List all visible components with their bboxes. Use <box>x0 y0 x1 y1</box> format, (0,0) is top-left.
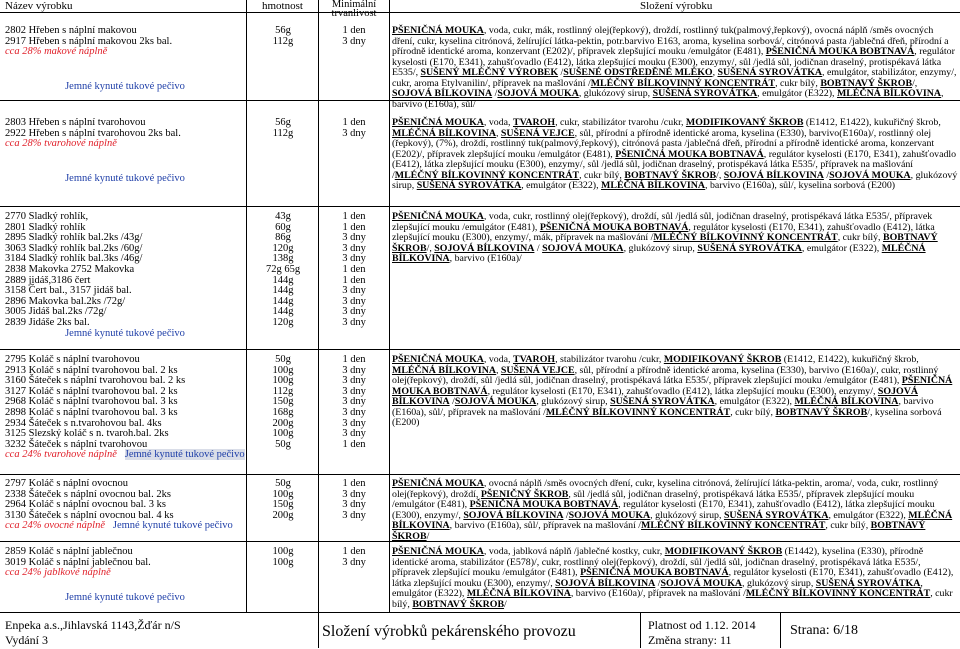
weight-value: 138g <box>272 253 294 265</box>
duration-value: 1 den <box>342 25 366 36</box>
weight-value: 50g <box>275 354 291 365</box>
composition-group-0 <box>392 26 958 110</box>
product-name: 2889 jidáš,3186 čert <box>5 274 91 286</box>
pastry-type: Jemné kynuté tukové pečivo <box>65 327 185 339</box>
weight-value: 100g <box>272 364 294 376</box>
duration-value: 3 dny <box>342 253 366 265</box>
weights-group-2 <box>248 212 318 329</box>
composition-text: PŠENIČNÁ MOUKA, voda, jablková náplň /jablečné kostky, cukr, MODIFIKOVANÝ ŠKROB (E1442), kyselina (E330), přírodně identické aroma, stabilizátor (E578)/, cukr, rostlinný olej(řepkový), droždí, sůl /jedlá sůl, jodičnan draselný, protispékavá látka E535/, přípravek zlepšující mouku /emulgátor (E481), PŠENIČNÁ MOUKA BOBTNAVÁ, regulátor kyselosti (E170, E341), zahušťovadlo (E412), látka zlepšující mouku (E300), enzymy/, SOJOVÁ BÍLKOVINA /SOJOVÁ MOUKA, glukózový sirup, SUŠENÁ SYROVÁTKA, emulgátor (E322), MLÉČNÁ BÍLKOVINA, barvivo (E160a)/, přípravek na mašlování /MLÉČNÝ BÍLKOVINNÝ KONCENTRÁT, cukr bílý, BOBTNAVÝ ŠKROB/ <box>392 546 954 610</box>
composition-group-4 <box>392 479 958 542</box>
pastry-type: Jemné kynuté tukové pečivo <box>112 520 233 532</box>
weight-value: 100g <box>272 375 294 387</box>
weight-value: 144g <box>272 274 294 286</box>
footer-valid-from: Platnost od 1.12. 2014 <box>648 618 756 632</box>
product-name: 3232 Šáteček s náplní tvarohovou <box>5 438 148 450</box>
weight-value: 150g <box>272 396 294 408</box>
product-name: 2922 Hřeben s náplní tvarohovou 2ks bal. <box>5 127 181 139</box>
product-name: 3127 Koláč s náplní tvarohovou bal. 2 ks <box>5 385 178 397</box>
filling-note: cca 24% ovocné náplně <box>5 520 106 532</box>
product-name: 2802 Hřeben s náplní makovou <box>5 25 137 36</box>
duration-value: 1 den <box>342 546 366 557</box>
pastry-type: Jemné kynuté tukové pečivo <box>65 80 185 92</box>
weight-value: 56g <box>275 117 291 128</box>
pastry-type: Jemné kynuté tukové pečivo <box>65 591 185 603</box>
composition-text: PŠENIČNÁ MOUKA, voda, TVAROH, cukr, stabilizátor tvarohu /cukr, MODIFIKOVANÝ ŠKROB (E1412, E1422), kukuřičný škrob, MLÉČNÁ BÍLKOVINA, SUŠENÁ VEJCE, sůl, přírodní a přírodně identické aroma, kyselina (E330), barvivo(E160a)/, rostlinný olej (řepkový), (7%), droždí, rostlinný tuk(palmový,řepkový), citrónová pasta /jablečná dřeň, přírodní a přírodně identické aroma, konzervant (E202)/, přípravek zlepšující mouku /emulgátor (E481), PŠENIČNÁ MOUKA BOBTNAVÁ, regulátor kyselosti (E170, E341), zahušťovadlo (E412), látka zlepšující mouku (E300), enzymy/, sůl /jedlá sůl, jodičnan draselný, protispékavá látka E535/, přípravek na mašlování /MLÉČNÝ BÍLKOVINNÝ KONCENTRÁT, cukr bílý, BOBTNAVÝ ŠKROB/, SOJOVÁ BÍLKOVINA /SOJOVÁ MOUKA, glukózový sirup, SUŠENÁ SYROVÁTKA, emulgátor (E322), MLÉČNÁ BÍLKOVINA, barvivo (E160a), sůl/, kyselina sorbová (E200) <box>392 117 958 191</box>
pastry-type: Jemné kynuté tukové pečivo <box>65 172 185 184</box>
product-group-4 <box>5 479 245 532</box>
product-name: 2795 Koláč s náplní tvarohovou <box>5 354 140 365</box>
weight-value: 56g <box>275 25 291 36</box>
composition-text: PŠENIČNÁ MOUKA, voda, TVAROH, stabilizátor tvarohu /cukr, MODIFIKOVANÝ ŠKROB (E1412, E1422), kukuřičný škrob, MLÉČNÁ BÍLKOVINA, SUŠENÁ VEJCE, sůl, přírodní a přírodně identické aroma, kyselina (E330), barvivo (E160a)/, cukr, rostlinný olej(řepkový), droždí, sůl /jedlá sůl, jodičnan draselný, protispékavá látka E535/, přípravek zlepšující mouku /emulgátor (E481), PŠENIČNÁ MOUKA BOBTNAVÁ, regulátor kyselosti (E170, E341), zahušťovadlo (E412), látka zlepšující mouku (E300), enzymy/, SOJOVÁ BÍLKOVINA /SOJOVÁ MOUKA, glukózový sirup, SUŠENÁ SYROVÁTKA, emulgátor (E322), MLÉČNÁ BÍLKOVINA, barvivo (E160a), sůl/, přípravek na mašlování /MLÉČNÝ BÍLKOVINNÝ KONCENTRÁT, cukr bílý, BOBTNAVÝ ŠKROB/, kyselina sorbová (E200) <box>392 354 953 428</box>
weight-value: 168g <box>272 406 294 418</box>
composition-group-1 <box>392 118 958 192</box>
row-divider <box>0 349 960 350</box>
durations-group-0 <box>320 26 388 47</box>
filling-note: cca 28% makové náplně <box>5 46 108 58</box>
footer-title: Složení výrobků pekárenského provozu <box>322 623 576 640</box>
footer-issue: Vydání 3 <box>5 633 48 647</box>
duration-value: 3 dny <box>342 417 366 429</box>
durations-group-5 <box>320 547 388 568</box>
filling-note: cca 24% jablkové náplně <box>5 567 111 579</box>
composition-group-5 <box>392 547 958 610</box>
weight-value: 60g <box>275 221 291 233</box>
footer-divider <box>780 612 781 648</box>
weight-value: 144g <box>272 295 294 307</box>
duration-value: 1 den <box>342 211 366 222</box>
product-name: 3130 Šáteček s náplní ovocnou bal. 4 ks <box>5 509 174 521</box>
composition-text: PŠENIČNÁ MOUKA, voda, cukr, mák, rostlinný olej(řepkový), droždí, rostlinný tuk(palmový,řepkový), ovocná náplň /směs ovocných dření, cukr, kyselina citrónová, želírující látka-pektin, potr.barvivo E163, aroma, kyselina sorbová/, citrónová pasta /jablečná dřeň, přírodní a přírodně identické aroma, konzervant (E202)/, přípravek zlepšující mouku /emulgátor (E481), PŠENIČNÁ MOUKA BOBTNAVÁ, regulátor kyselosti (E170, E341), zahušťovadlo (E412), látka zlepšující mouku (E300), enzymy/, sůl /jedlá sůl, jodičnan draselný, protispékavá látka E535/, SUŠENÝ MLÉČNÝ VÝROBEK /SUŠENÉ ODSTŘEDĚNÉ MLÉKO, SUŠENÁ SYROVÁTKA, emulgátor, stabilizátor, enzymy/, cukr, aroma Etylvanilin/, přípravek na mašlování /MLÉČNÝ BÍLKOVINNÝ KONCENTRÁT, cukr bílý, BOBTNAVÝ ŠKROB/, SOJOVÁ BÍLKOVINA /SOJOVÁ MOUKA, glukózový sirup, SUŠENÁ SYROVÁTKA, emulgátor (E322), MLÉČNÁ BÍLKOVINA, barvivo (E160a), sůl/ <box>392 25 957 110</box>
duration-value: 3 dny <box>342 316 366 328</box>
column-divider <box>318 0 319 612</box>
product-group-1 <box>5 118 245 184</box>
row-divider <box>0 474 960 475</box>
weight-value: 43g <box>275 211 291 222</box>
row-divider <box>0 206 960 207</box>
duration-value: 3 dny <box>342 556 366 568</box>
weight-value: 50g <box>275 438 291 450</box>
product-name: 2338 Šáteček s náplní ovocnou bal. 2ks <box>5 488 171 500</box>
durations-group-4 <box>320 479 388 521</box>
weight-value: 100g <box>272 488 294 500</box>
product-name: 2896 Makovka bal.2ks /72g/ <box>5 295 126 307</box>
duration-value: 3 dny <box>342 406 366 418</box>
product-name: 2964 Koláč s náplní ovocnou bal. 3 ks <box>5 499 166 511</box>
duration-value: 1 den <box>342 354 366 365</box>
footer-changes: Změna strany: 11 <box>648 633 732 647</box>
duration-value: 1 den <box>342 263 366 275</box>
weight-value: 120g <box>272 316 294 328</box>
duration-value: 1 den <box>342 117 366 128</box>
product-name: 2839 Jidáše 2ks bal. <box>5 316 90 328</box>
duration-value: 3 dny <box>342 509 366 521</box>
product-name: 2934 Šáteček s n.tvarohovou bal. 4ks <box>5 417 162 429</box>
composition-text: PŠENIČNÁ MOUKA, voda, cukr, rostlinný olej(řepkový), droždí, sůl /jedlá sůl, jodičnan draselný, protispékavá látka E535/, přípravek zlepšující mouku /emulgátor (E481), PŠENIČNÁ MOUKA BOBTNAVÁ, regulátor kyselosti (E170, E341), zahušťovadlo (E412), látka zlepšující mouku (E300), enzymy/, mák, přípravek na mašlování /MLÉČNÝ BÍLKOVINNÝ KONCENTRÁT, cukr bílý, BOBTNAVÝ ŠKROB/, SOJOVÁ BÍLKOVINA / SOJOVÁ MOUKA, glukózový sirup, SUŠENÁ SYROVÁTKA, emulgátor (E322), MLÉČNÁ BÍLKOVINA, barvivo (E160a)/ <box>392 211 938 264</box>
duration-value: 3 dny <box>342 396 366 408</box>
weight-value: 112g <box>272 385 294 397</box>
duration-value: 1 den <box>342 438 366 450</box>
page-footer <box>0 612 960 649</box>
weight-value: 144g <box>272 306 294 318</box>
product-group-5 <box>5 547 245 603</box>
header-durability: Minimální trvanlivost <box>331 0 377 19</box>
product-group-2 <box>5 212 245 339</box>
duration-value: 3 dny <box>342 285 366 297</box>
duration-value: 1 den <box>342 478 366 489</box>
duration-value: 3 dny <box>342 232 366 244</box>
duration-value: 3 dny <box>342 295 366 307</box>
product-name: 2770 Sladký rohlík, <box>5 211 89 222</box>
column-divider <box>389 0 390 612</box>
weight-value: 200g <box>272 509 294 521</box>
weight-value: 86g <box>275 232 291 244</box>
duration-value: 3 dny <box>342 364 366 376</box>
product-group-3 <box>5 355 245 461</box>
table-header <box>0 0 960 19</box>
footer-divider <box>318 612 319 648</box>
duration-value: 3 dny <box>342 127 366 139</box>
product-name: 3005 Jidáš bal.2ks /72g/ <box>5 306 107 318</box>
product-name: 2801 Sladký rohlík <box>5 221 86 233</box>
pastry-type: Jemné kynuté tukové pečivo <box>124 449 245 461</box>
header-composition: Složení výrobku <box>640 0 713 12</box>
composition-group-2 <box>392 212 958 265</box>
weight-value: 112g <box>272 35 294 47</box>
product-name: 2803 Hřeben s náplní tvarohovou <box>5 117 146 128</box>
weights-group-5 <box>248 547 318 568</box>
weights-group-4 <box>248 479 318 521</box>
product-name: 2895 Sladký rohlík bal.2ks /43g/ <box>5 232 143 244</box>
duration-value: 3 dny <box>342 499 366 511</box>
duration-value: 3 dny <box>342 35 366 47</box>
product-name: 2913 Koláč s náplní tvarohovou bal. 2 ks <box>5 364 178 376</box>
weight-value: 112g <box>272 127 294 139</box>
duration-value: 3 dny <box>342 428 366 440</box>
weight-value: 100g <box>272 428 294 440</box>
duration-value: 3 dny <box>342 242 366 254</box>
footer-company: Enpeka a.s.,Jihlavská 1143,Žďár n/S <box>5 618 181 632</box>
weight-value: 100g <box>272 546 294 557</box>
weight-value: 72g 65g <box>265 263 301 275</box>
header-name: Název výrobku <box>5 0 73 12</box>
product-name: 3160 Šáteček s náplní tvarohovou bal. 2 ks <box>5 375 186 387</box>
weight-value: 50g <box>275 478 291 489</box>
product-name: 3125 Slezský koláč s n. tvaroh.bal. 2ks <box>5 428 169 440</box>
duration-value: 3 dny <box>342 306 366 318</box>
footer-divider <box>640 612 641 648</box>
weights-group-0 <box>248 26 318 47</box>
product-name: 3063 Sladký rohlík bal.2ks /60g/ <box>5 242 143 254</box>
weight-value: 150g <box>272 499 294 511</box>
durations-group-3 <box>320 355 388 450</box>
durations-group-2 <box>320 212 388 329</box>
weight-value: 200g <box>272 417 294 429</box>
product-group-0 <box>5 26 245 92</box>
product-name: 3184 Sladký rohlík bal.3ks /46g/ <box>5 253 143 265</box>
product-name: 3158 Čert bal., 3157 jidáš bal. <box>5 285 132 297</box>
duration-value: 1 den <box>342 274 366 286</box>
footer-page: Strana: 6/18 <box>790 623 859 638</box>
weight-value: 100g <box>272 556 294 568</box>
product-name: 2797 Koláč s náplní ovocnou <box>5 478 129 489</box>
product-name: 2859 Koláč s náplní jablečnou <box>5 546 133 557</box>
product-name: 2917 Hřeben s náplní makovou 2ks bal. <box>5 35 173 47</box>
column-divider <box>246 0 247 612</box>
composition-text: PŠENIČNÁ MOUKA, ovocná náplň /směs ovocných dření, cukr, kyselina citrónová, želírující látka-pektin, aroma/, voda, cukr, rostlinný olej(řepkový), droždí, PŠENIČNÝ ŠKROB, sůl /jedlá sůl, jodičnan draselný, protispékavá látka E535/, přípravek zlepšující mouku /emulgátor (E481), PŠENIČNÁ MOUKA BOBTNAVÁ, regulátor kyselosti (E170, E341), zahušťovadlo (E412), látka zlepšující mouku (E300), enzymy/, SOJOVÁ BÍLKOVINA /SOJOVÁ MOUKA, glukózový sirup, SUŠENÁ SYROVÁTKA, emulgátor (E322), MLÉČNÁ BÍLKOVINA, barvivo (E160a), sůl/, přípravek na mašlování /MLÉČNÝ BÍLKOVINNÝ KONCENTRÁT, cukr bílý, BOBTNAVÝ ŠKROB/ <box>392 478 953 542</box>
weights-group-1 <box>248 118 318 139</box>
duration-value: 1 den <box>342 221 366 233</box>
duration-value: 3 dny <box>342 488 366 500</box>
product-name: 3019 Koláč s náplní jablečnou bal. <box>5 556 151 568</box>
product-name: 2898 Koláč s náplní tvarohovou bal. 3 ks <box>5 406 178 418</box>
filling-note: cca 24% tvarohové náplně <box>5 449 117 461</box>
weight-value: 120g <box>272 242 294 254</box>
header-weight: hmotnost <box>262 0 303 12</box>
durations-group-1 <box>320 118 388 139</box>
duration-value: 3 dny <box>342 375 366 387</box>
filling-note: cca 28% tvarohové náplně <box>5 138 117 150</box>
weights-group-3 <box>248 355 318 450</box>
weight-value: 144g <box>272 285 294 297</box>
duration-value: 3 dny <box>342 385 366 397</box>
composition-group-3 <box>392 355 958 429</box>
product-name: 2838 Makovka 2752 Makovka <box>5 263 135 275</box>
product-name: 2968 Koláč s náplní tvarohovou bal. 3 ks <box>5 396 178 408</box>
